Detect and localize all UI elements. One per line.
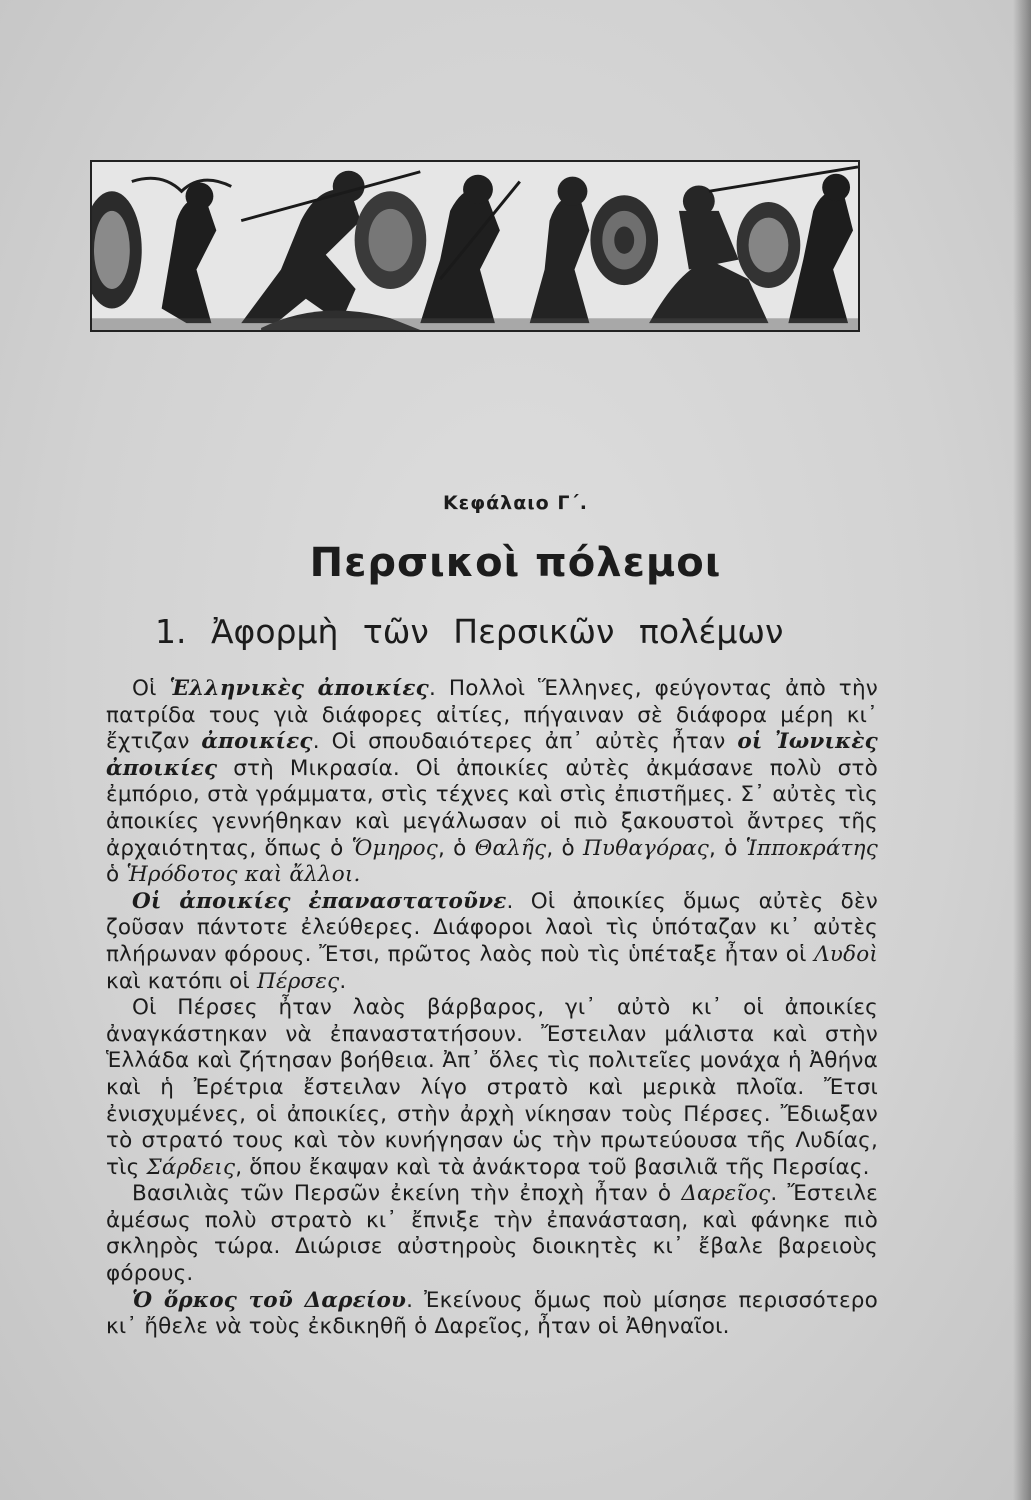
- chapter-label: Κεφάλαιο Γ΄.: [442, 492, 589, 514]
- paragraph-4: [106, 1181, 878, 1287]
- text-run: καὶ κατόπι οἱ: [106, 968, 258, 994]
- emphasized-text: Ὁ ὅρκος τοῦ Δαρείου: [132, 1287, 407, 1313]
- text-run: , ὁ: [546, 835, 583, 861]
- text-run: . Οἱ σπουδαιότερες ἀπ᾿ αὐτὲς ἦταν: [312, 729, 738, 755]
- emphasized-text: Ὅμηρος: [351, 835, 439, 861]
- emphasized-text: Πέρσες: [257, 968, 340, 994]
- text-run: Βασιλιὰς τῶν Περσῶν ἐκείνη τὴν ἐποχὴ ἦταν ὁ: [132, 1181, 682, 1207]
- emphasized-text: Θαλῆς: [474, 835, 547, 861]
- section-heading: 1. Ἀφορμὴ τῶν Περσικῶν πολέμων: [155, 612, 784, 651]
- body-text: [106, 676, 878, 1341]
- text-run: . Ἔστειλε ἀμέσως πολὺ στρατὸ κι᾿ ἔπνιξε τὴν ἐπανάσταση, καὶ φάνηκε πιὸ σκληρὸς τώρα. Διώρισε αὐστηροὺς διοικητὲς κι᾿ ἔβαλε βαρειοὺς φόρους.: [106, 1181, 878, 1287]
- page-edge-shadow: [1013, 0, 1031, 1500]
- text-run: Οἱ: [132, 676, 170, 701]
- paragraph-2: [106, 889, 878, 995]
- emphasized-text: Οἱ ἀποικίες ἐπαναστατοῦνε: [132, 888, 507, 914]
- emphasized-text: Σάρδεις: [146, 1154, 236, 1180]
- text-run: . Πολλοὶ Ἕλληνες, φεύγοντας ἀπὸ τὴν πατρίδα τους γιὰ διάφορες αἰτίες, πήγαιναν σὲ διάφορα μέρη κι᾿ ἔχτιζαν: [106, 676, 878, 755]
- text-run: Οἱ Πέρσες ἦταν λαὸς βάρβαρος, γι᾿ αὐτὸ κι᾿ οἱ ἀποικίες ἀναγκάστηκαν νὰ ἐπαναστατήσουν. Ἔστειλαν μάλιστα καὶ στὴν Ἑλλάδα καὶ ζήτησαν βοήθεια. Ἀπ᾿ ὅλες τὶς πολιτεῖες μονάχα ἡ Ἀθήνα καὶ ἡ Ἐρέτρια ἔστειλαν λίγο στρατὸ καὶ μερικὰ πλοῖα. Ἔτσι ἐνισχυμένες, οἱ ἀποικίες, στὴν ἀρχὴ νίκησαν τοὺς Πέρσες. Ἔδιωξαν τὸ στρατό τους καὶ τὸν κυνήγησαν ὡς τὴν πρωτεύουσα τῆς Λυδίας, τὶς: [106, 995, 878, 1180]
- emphasized-text: Λυδοὶ: [814, 941, 878, 967]
- text-run: , ὅπου ἔκαψαν καὶ τὰ ἀνάκτορα τοῦ βασιλιᾶ τῆς Περσίας.: [235, 1154, 870, 1180]
- emphasized-text: οἱ Ἰωνικὲς ἀποικίες: [106, 729, 878, 781]
- text-run: .: [339, 968, 347, 994]
- emphasized-text: ἀποικίες: [201, 729, 313, 755]
- emphasized-text: Πυθαγόρας: [582, 835, 710, 861]
- text-run: . Ἐκείνους ὅμως ποὺ μίσησε περισσότερο κι᾿ ἤθελε νὰ τοὺς ἐκδικηθῆ ὁ Δαρεῖος, ἦταν οἱ Ἀθηναῖοι.: [106, 1287, 878, 1340]
- text-run: στὴ Μικρασία. Οἱ ἀποικίες αὐτὲς ἀκμάσανε πολὺ στὸ ἐμπόριο, στὰ γράμματα, στὶς τέχνες καὶ στὶς ἐπιστῆμες. Σ᾿ αὐτὲς τὶς ἀποικίες γεννήθηκαν καὶ μεγάλωσαν οἱ πιὸ ξακουστοὶ ἄντρες τῆς ἀρχαιότητας, ὅπως ὁ: [106, 755, 878, 861]
- paragraph-1: [106, 676, 878, 889]
- battle-frieze-drawing: [92, 162, 858, 330]
- text-run: , ὁ: [438, 835, 475, 861]
- text-run: . Οἱ ἀποικίες ὅμως αὐτὲς δὲν ζοῦσαν πάντοτε ἐλεύθερες. Διάφοροι λαοὶ τὶς ὑπόταζαν κι᾿ αὐτὲς πλήρωναν φόρους. Ἔτσι, πρῶτος λαὸς ποὺ τὶς ὑπέταξε ἦταν οἱ: [106, 888, 878, 967]
- emphasized-text: Ἱπποκράτης: [745, 835, 878, 861]
- text-run: ὁ: [106, 862, 127, 888]
- emphasized-text: Δαρεῖος: [681, 1181, 771, 1207]
- emphasized-text: Ἑλληνικὲς ἀποικίες: [169, 676, 429, 701]
- battle-frieze-illustration: [90, 160, 860, 332]
- paragraph-5: [106, 1288, 878, 1341]
- text-run: , ὁ: [709, 835, 746, 861]
- paragraph-3: [106, 995, 878, 1181]
- emphasized-text: Ἡρόδοτος καὶ ἄλλοι.: [126, 862, 361, 888]
- chapter-title: Περσικοὶ πόλεμοι: [309, 540, 722, 586]
